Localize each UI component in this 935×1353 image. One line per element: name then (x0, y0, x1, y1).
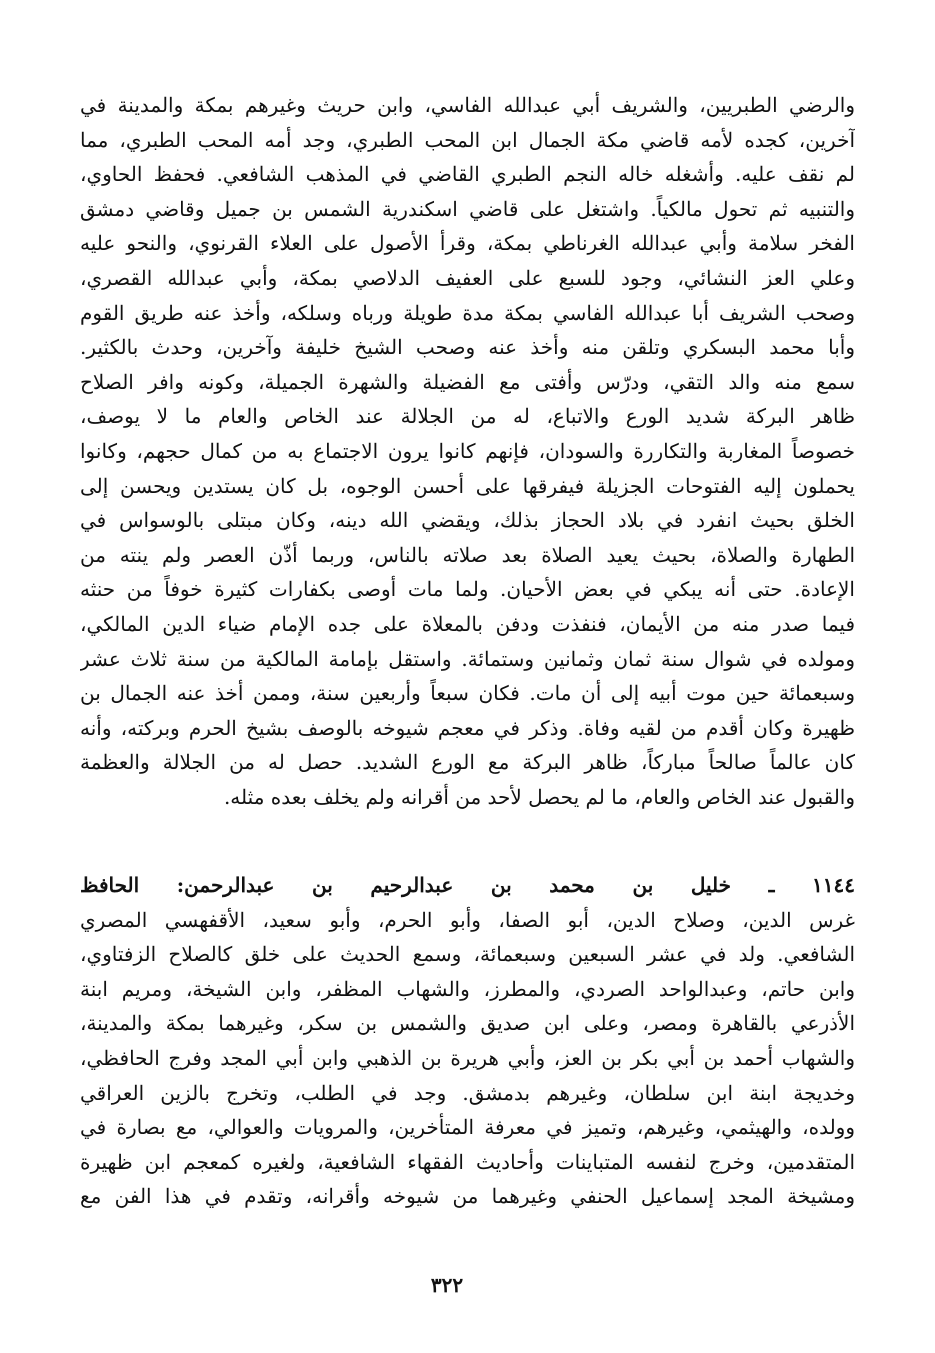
text-line: الأذرعي بالقاهرة ومصر، وعلى ابن صديق والشمس بن سكر، وغيرهما بمكة والمدينة، (80, 1011, 855, 1036)
text-line: الخلق بحيث انفرد في بلاد الحجاز بذلك، ويقضي الله دينه، وكان مبتلى بالوسواس في (80, 508, 855, 533)
text-line: والتنبيه ثم تحول مالكياً. واشتغل على قاضي اسكندرية الشمس بن جميل وقاضي دمشق (80, 196, 855, 221)
text-line: ومشيخة المجد إسماعيل الحنفي وغيرهما من شيوخه وأقرانه، وتقدم في هذا الفن مع (80, 1184, 855, 1209)
entry-heading: ١١٤٤ ـ خليل بن محمد بن عبدالرحيم بن عبدالرحمن: الحافظ (80, 873, 855, 897)
text-line: الفخر سلامة وأبي عبدالله الغرناطي بمكة، وقرأ الأصول على العلاء القرنوي، والنحو عليه (80, 231, 855, 256)
continued-biography-text (80, 88, 855, 814)
biography-entry-1144 (80, 868, 855, 1214)
text-line: وسبعمائة حين موت أبيه إلى أن مات. فكان سبعاً وأربعين سنة، وممن أخذ عنه الجمال بن (80, 681, 855, 706)
text-line: غرس الدين، وصلاح الدين، أبو الصفا، وأبو الحرم، وأبو سعيد، الأقفهسي المصري (80, 907, 855, 932)
text-line: ومولده في شوال سنة ثمان وثمانين وستمائة. واستقل بإمامة المالكية من سنة ثلاث عشر (80, 646, 855, 671)
text-line: والقبول عند الخاص والعام، ما لم يحصل لأحد من أقرانه ولم يخلف بعده مثله. (223, 784, 855, 809)
text-line: وأبا محمد البسكري وتلقن منه وأخذ عنه وصحب الشيخ خليفة وآخرين، وحدث بالكثير. (80, 335, 855, 360)
text-line: الإعادة. حتى أنه يبكي في بعض الأحيان. ولما مات أوصى بكفارات كثيرة خوفاً من حنثه (80, 577, 855, 602)
text-line: والرضي الطبريين، والشريف أبي عبدالله الفاسي، وابن حريث وغيرهم بمكة والمدينة في (80, 93, 855, 117)
text-line: فيما صدر منه من الأيمان، فنفذت ودفن بالمعلاة على جده الإمام ضياء الدين المالكي، (80, 611, 855, 636)
page-number: ٣٢٢ (430, 1273, 464, 1297)
text-line: الشافعي. ولد في عشر السبعين وسبعمائة، وسمع الحديث على خلق كالصلاح الزفتاوي، (80, 942, 855, 967)
text-line: وخديجة ابنة ابن سلطان، وغيرهم بدمشق. وجد في الطلب، وتخرج بالزين العراقي (80, 1080, 855, 1105)
text-line: ظاهر البركة شديد الورع والاتباع، له من الجلالة عند الخاص والعام ما لا يوصف، (80, 404, 855, 429)
text-line: وابن حاتم، وعبدالواحد الصردي، والمطرز، والشهاب المظفر، وابن الشيخة، ومريم ابنة (80, 976, 855, 1001)
text-line: يحملون إليه الفتوحات الجزيلة فيفرقها على أحسن الوجوه، بل كان يستدين ويحسن إلى (80, 473, 855, 498)
text-line: خصوصاً المغاربة والتكاررة والسودان، فإنهم كانوا يرون الاجتماع به من كمال حجهم، وكانوا (80, 438, 855, 463)
text-line: كان عالماً صالحاً مباركاً، ظاهر البركة مع الورع الشديد. حصل له من الجلالة والعظمة (80, 750, 855, 775)
text-line: لم نقف عليه. وأشغله خاله النجم الطبري القاضي في المذهب الشافعي. فحفظ الحاوي، (80, 162, 855, 187)
text-line: ظهيرة وكان أقدم من لقيه وفاة. وذكر في معجم شيوخه بالوصف بشيخ الحرم وبركته، وأنه (80, 715, 855, 740)
text-line: والشهاب أحمد بن أبي بكر بن العز، وأبي هريرة بن الذهبي وابن أبي المجد وفرج الحافظي، (80, 1045, 855, 1070)
text-line: وصحب الشريف أبا عبدالله الفاسي بمكة مدة طويلة ورباه وسلكه، وأخذ عنه طريق القوم (80, 300, 855, 325)
text-line: الطهارة والصلاة، بحيث يعيد الصلاة بعد صلاته بالناس، وربما أذّن العصر ولم ينته من (80, 542, 855, 567)
text-line: وعلي العز النشائي، وجود للسبع على العفيف الدلاصي بمكة، وأبي عبدالله القصري، (80, 265, 855, 290)
text-line: سمع منه والد التقي، ودرّس وأفتى مع الفضيلة والشهرة الجميلة، وكونه وافر الصلاح (80, 369, 855, 394)
text-line: آخرين، كجده لأمه قاضي مكة الجمال ابن المحب الطبري، وجد أمه المحب الطبري، مما (80, 127, 855, 152)
text-line: وولده، والهيثمي، وغيرهم، وتميز في معرفة المتأخرين، والمرويات والعوالي، مع بصارة في (80, 1115, 855, 1140)
text-line: المتقدمين، وخرج لنفسه المتباينات وأحاديث الفقهاء الشافعية، ولغيره كمعجم ابن ظهيرة (80, 1149, 855, 1174)
